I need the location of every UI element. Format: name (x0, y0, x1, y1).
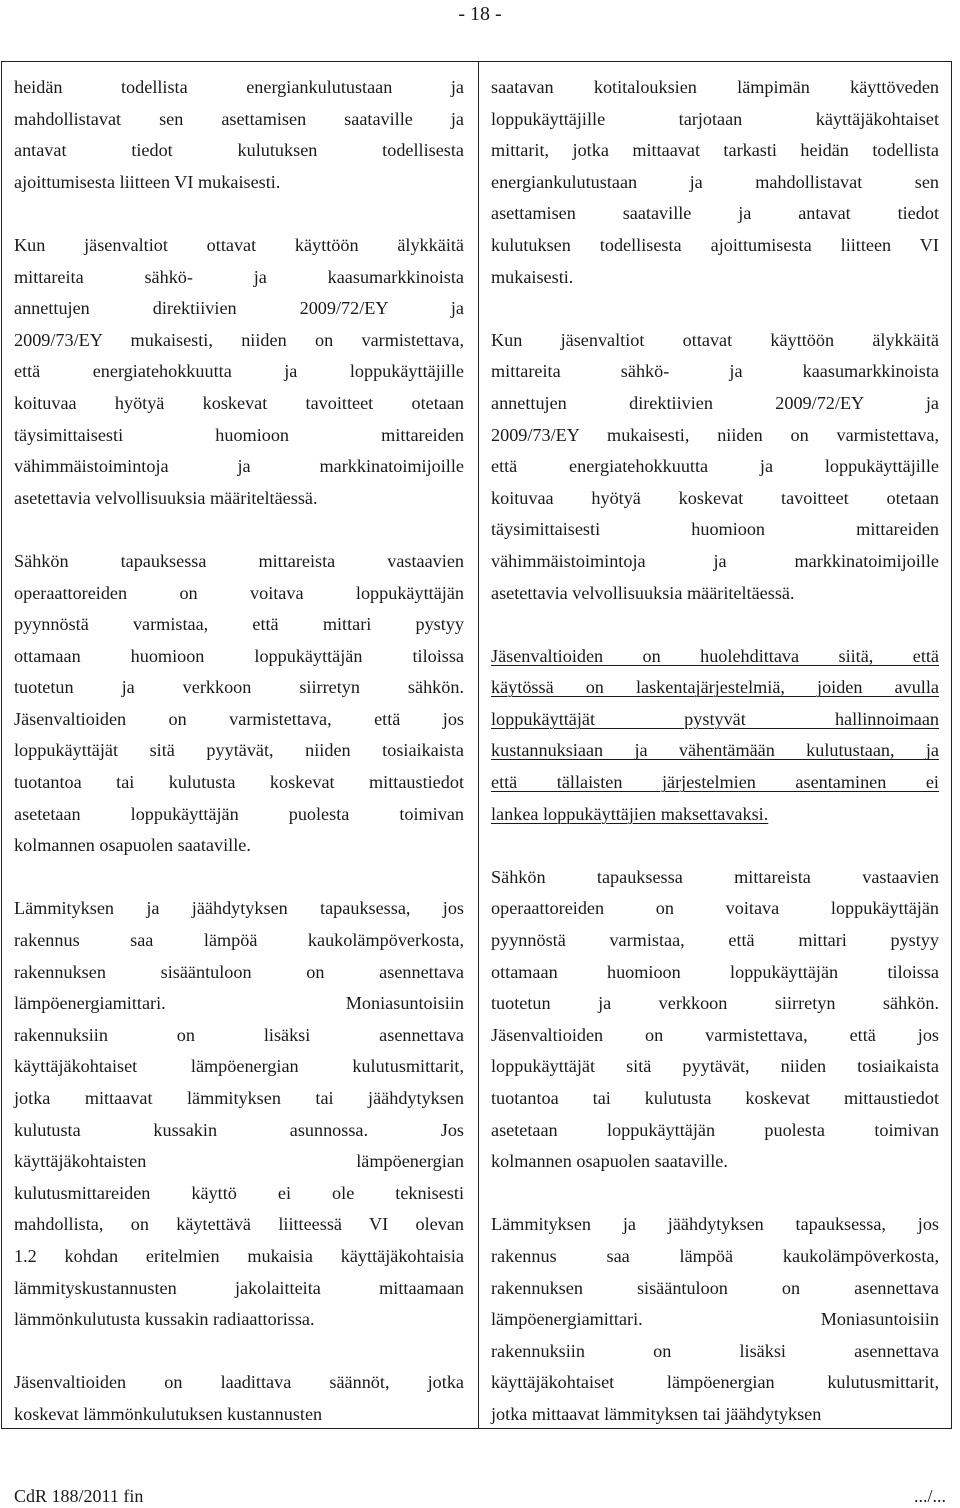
text-line: että energiatehokkuutta ja loppukäyttäjille (14, 361, 464, 382)
text-line: lämmityskustannusten jakolaitteita mittaamaan (14, 1277, 464, 1298)
left-paragraph (14, 546, 464, 862)
text-line: rakennus saa lämpöä kaukolämpöverkosta, (14, 930, 464, 951)
text-line: asetetaan loppukäyttäjän puolesta toimivan (491, 1119, 939, 1140)
text-line: tuotetun ja verkkoon siirretyn sähkön. (14, 677, 464, 698)
right-paragraph (491, 72, 939, 293)
right-paragraph (491, 641, 939, 831)
text-line: että energiatehokkuutta ja loppukäyttäjille (491, 456, 939, 477)
text-line: antavat tiedot kulutuksen todellisesta (14, 140, 464, 161)
text-line: kulutuksen todellisesta ajoittumisesta liitteen VI (491, 234, 939, 255)
text-line: koskevat lämmönkulutuksen kustannusten (14, 1403, 323, 1424)
text-line: Kun jäsenvaltiot ottavat käyttöön älykkäitä (491, 329, 939, 350)
text-line: mittareita sähkö- ja kaasumarkkinoista (491, 361, 939, 382)
text-line: saatavan kotitalouksien lämpimän käyttöveden (491, 77, 939, 97)
text-line: annettujen direktiivien 2009/72/EY ja (491, 392, 939, 413)
text-line: käytössä on laskentajärjestelmiä, joiden avulla (491, 677, 939, 698)
text-line: Lämmityksen ja jäähdytyksen tapauksessa, jos (14, 898, 464, 919)
left-paragraph (14, 1367, 464, 1428)
text-line: ajoittumisesta liitteen VI mukaisesti. (14, 171, 281, 192)
text-line: jotka mittaavat lämmityksen tai jäähdytyksen (491, 1403, 822, 1424)
text-line: Jäsenvaltioiden on varmistettava, että jos (14, 708, 464, 729)
text-line: lankea loppukäyttäjien maksettavaksi. (491, 803, 769, 824)
text-line: että tällaisten järjestelmien asentaminen ei (491, 772, 939, 793)
text-line: Lämmityksen ja jäähdytyksen tapauksessa, jos (491, 1214, 939, 1235)
text-line: Jäsenvaltioiden on varmistettava, että jos (491, 1024, 939, 1045)
text-line: Sähkön tapauksessa mittareista vastaavien (491, 866, 939, 887)
text-line: rakennuksiin on lisäksi asennettava (14, 1024, 464, 1045)
text-line: loppukäyttäjät sitä pyytävät, niiden tosiaikaista (491, 1056, 939, 1077)
text-line: mittareita sähkö- ja kaasumarkkinoista (14, 266, 464, 287)
left-column (2, 62, 479, 1428)
text-line: rakennuksen sisääntuloon on asennettava (491, 1277, 939, 1298)
text-line: käyttäjäkohtaiset lämpöenergian kulutusmittarit, (491, 1372, 939, 1393)
text-line: kulutusmittareiden käyttö ei ole teknisesti (14, 1182, 464, 1203)
right-paragraph (491, 325, 939, 609)
text-line: vähimmäistoimintoja ja markkinatoimijoille (491, 550, 939, 571)
text-line: lämpöenergiamittari. Moniasuntoisiin (14, 993, 464, 1014)
text-line: rakennuksen sisääntuloon on asennettava (14, 961, 464, 982)
text-line: mahdollista, on käytettävä liitteessä VI olevan (14, 1214, 464, 1235)
text-line: Kun jäsenvaltiot ottavat käyttöön älykkäitä (14, 234, 464, 255)
text-line: käyttäjäkohtaiset lämpöenergian kulutusmittarit, (14, 1056, 464, 1077)
comparison-table (1, 61, 952, 1429)
text-line: Sähkön tapauksessa mittareista vastaavien (14, 550, 464, 571)
text-line: pyynnöstä varmistaa, että mittari pystyy (491, 930, 939, 951)
right-paragraph (491, 862, 939, 1178)
text-line: heidän todellista energiankulutustaan ja (14, 77, 464, 97)
text-line: ottamaan huomioon loppukäyttäjän tiloissa (491, 961, 939, 982)
text-line: operaattoreiden on voitava loppukäyttäjän (14, 582, 464, 603)
text-line: käyttäjäkohtaisten lämpöenergian (14, 1151, 464, 1172)
text-line: 2009/73/EY mukaisesti, niiden on varmistettava, (491, 424, 939, 445)
text-line: tuotantoa tai kulutusta koskevat mittaustiedot (491, 1088, 939, 1108)
right-paragraph (491, 1209, 939, 1428)
text-line: asettamisen saataville ja antavat tiedot (491, 203, 939, 224)
text-line: asetettavia velvollisuuksia määriteltäessä. (14, 487, 318, 508)
text-line: täysimittaisesti huomioon mittareiden (491, 519, 939, 540)
left-paragraph (14, 893, 464, 1335)
right-column (479, 62, 951, 1428)
text-line: koituvaa hyötyä koskevat tavoitteet otetaan (14, 392, 464, 413)
text-line: lämpöenergiamittari. Moniasuntoisiin (491, 1309, 939, 1330)
text-line: mittarit, jotka mittaavat tarkasti heidän todellista (491, 140, 939, 161)
text-line: ottamaan huomioon loppukäyttäjän tiloissa (14, 645, 464, 666)
text-line: pyynnöstä varmistaa, että mittari pystyy (14, 614, 464, 635)
text-line: loppukäyttäjät sitä pyytävät, niiden tosiaikaista (14, 740, 464, 761)
text-line: vähimmäistoimintoja ja markkinatoimijoille (14, 456, 464, 477)
text-line: Jäsenvaltioiden on laadittava säännöt, jotka (14, 1372, 464, 1393)
text-line: kulutusta kussakin asunnossa. Jos (14, 1119, 464, 1140)
text-line: tuotantoa tai kulutusta koskevat mittaustiedot (14, 772, 464, 793)
text-line: annettujen direktiivien 2009/72/EY ja (14, 298, 464, 319)
text-line: energiankulutustaan ja mahdollistavat sen (491, 171, 939, 192)
text-line: rakennus saa lämpöä kaukolämpöverkosta, (491, 1245, 939, 1266)
text-line: tuotetun ja verkkoon siirretyn sähkön. (491, 993, 939, 1014)
text-line: kustannuksiaan ja vähentämään kulutustaan, ja (491, 740, 939, 761)
text-line: lämmönkulutusta kussakin radiaattorissa. (14, 1309, 315, 1330)
text-line: 1.2 kohdan eritelmien mukaisia käyttäjäkohtaisia (14, 1245, 464, 1266)
text-line: asetetaan loppukäyttäjän puolesta toimivan (14, 803, 464, 824)
text-line: loppukäyttäjät pystyvät hallinnoimaan (491, 708, 939, 729)
left-paragraph (14, 72, 464, 198)
text-line: operaattoreiden on voitava loppukäyttäjän (491, 898, 939, 919)
text-line: rakennuksiin on lisäksi asennettava (491, 1340, 939, 1361)
document-reference: CdR 188/2011 fin (14, 1486, 144, 1506)
text-line: jotka mittaavat lämmityksen tai jäähdytyksen (14, 1088, 464, 1108)
text-line: täysimittaisesti huomioon mittareiden (14, 424, 464, 445)
text-line: koituvaa hyötyä koskevat tavoitteet otetaan (491, 487, 939, 508)
text-line: mahdollistavat sen asettamisen saataville ja (14, 108, 464, 129)
text-line: Jäsenvaltioiden on huolehdittava siitä, että (491, 645, 939, 666)
continuation-marker: .../... (913, 1486, 946, 1506)
text-line: mukaisesti. (491, 266, 574, 287)
page-number: - 18 - (458, 3, 502, 25)
text-line: kolmannen osapuolen saataville. (14, 835, 251, 856)
text-line: kolmannen osapuolen saataville. (491, 1151, 728, 1172)
left-paragraph (14, 230, 464, 514)
text-line: loppukäyttäjille tarjotaan käyttäjäkohtaiset (491, 108, 939, 129)
text-line: 2009/73/EY mukaisesti, niiden on varmistettava, (14, 329, 464, 350)
text-line: asetettavia velvollisuuksia määriteltäessä. (491, 582, 795, 603)
